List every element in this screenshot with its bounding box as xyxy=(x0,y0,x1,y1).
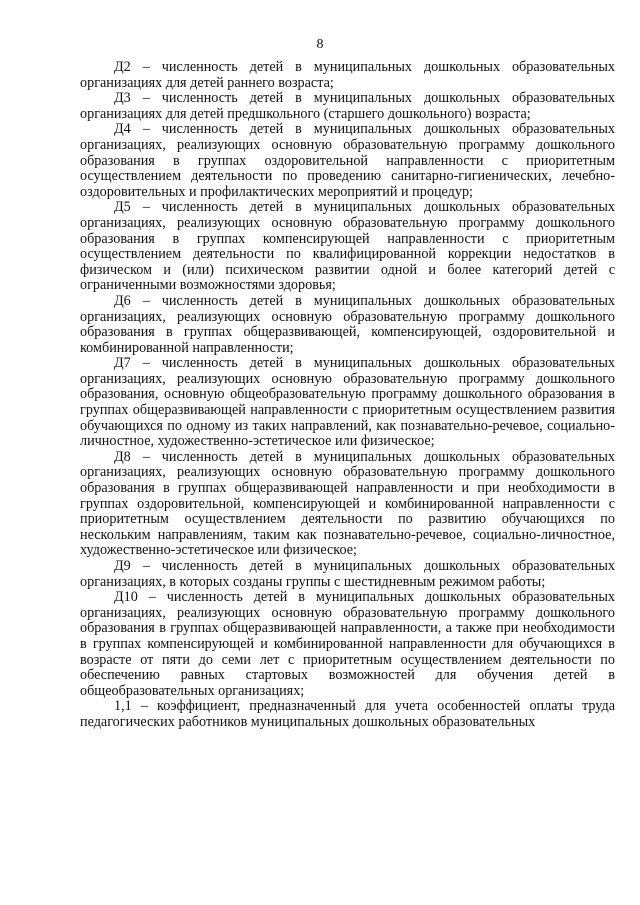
paragraph-d7: Д7 – численность детей в муниципальных дошкольных образовательных организациях, реализующих основную образовательную программу дошкольного образования, основную общеобразовательную программу дошкольного образования в группах общеразвивающей направленности с приоритетным осуществлением развития обучающихся по одному из таких направлений, как познавательно-речевое, социально-личностное, художественно-эстетическое или физическое; xyxy=(80,355,615,450)
paragraph-d5: Д5 – численность детей в муниципальных дошкольных образовательных организациях, реализующих основную образовательную программу дошкольного образования в группах компенсирующей направленности с приоритетным осуществлением деятельности по квалифицированной коррекции недостатков в физическом и (или) психическом развитии одной и более категорий детей с ограниченными возможностями здоровья; xyxy=(80,199,615,294)
paragraph-d10: Д10 – численность детей в муниципальных дошкольных образовательных организациях, реализующих основную образовательную программу дошкольного образования в группах общеразвивающей направленности, а также при необходимости в группах компенсирующей и комбинированной направленности для обучающихся в возрасте от пяти до семи лет с приоритетным осуществлением деятельности по обеспечению равных стартовых возможностей для обучения детей в общеобразовательных организациях; xyxy=(80,589,615,699)
paragraph-coefficient: 1,1 – коэффициент, предназначенный для учета особенностей оплаты труда педагогических работников муниципальных дошкольных образовательных xyxy=(80,698,615,730)
paragraph-d6: Д6 – численность детей в муниципальных дошкольных образовательных организациях, реализующих основную образовательную программу дошкольного образования в группах общеразвивающей, компенсирующей, оздоровительной и комбинированной направленности; xyxy=(80,292,615,356)
paragraph-d4: Д4 – численность детей в муниципальных дошкольных образовательных организациях, реализующих основную образовательную программу дошкольного образования в группах оздоровительной направленности с приоритетным осуществлением деятельности по проведению санитарно-гигиенических, лечебно-оздоровительных и профилактических мероприятий и процедур; xyxy=(80,121,615,200)
paragraph-d3: Д3 – численность детей в муниципальных дошкольных образовательных организациях для детей предшкольного (старшего дошкольного) возраста; xyxy=(80,90,615,122)
document-body xyxy=(80,60,615,731)
paragraph-d8: Д8 – численность детей в муниципальных дошкольных образовательных организациях, реализующих основную образовательную программу дошкольного образования в группах общеразвивающей направленности и при необходимости в группах оздоровительной, компенсирующей и комбинированной направленности с приоритетным осуществлением деятельности по развитию обучающихся по нескольким направлениям, таким как познавательно-речевое, социально-личностное, художественно-эстетическое или физическое; xyxy=(80,448,615,559)
paragraph-d2: Д2 – численность детей в муниципальных дошкольных образовательных организациях для детей раннего возраста; xyxy=(80,59,615,91)
page-number: 8 xyxy=(316,37,324,52)
paragraph-d9: Д9 – численность детей в муниципальных дошкольных образовательных организациях, в которых созданы группы с шестидневным режимом работы; xyxy=(80,558,615,590)
